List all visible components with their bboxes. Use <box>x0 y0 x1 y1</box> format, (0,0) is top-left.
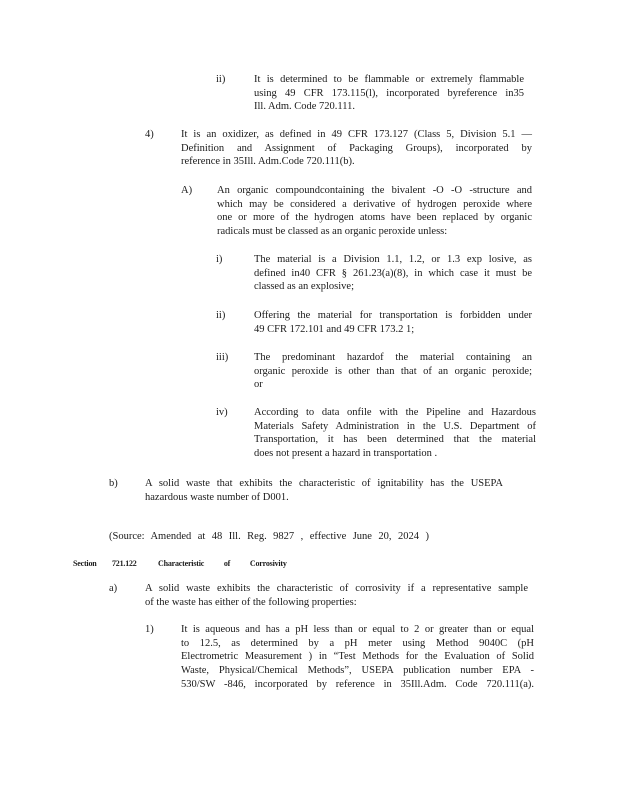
item-text: The material is a Division 1.1, 1.2, or 1.3 exp losive, as defined in40 CFR § 261.23(a)(8), in which case it must be classed as an explosive; <box>254 254 532 293</box>
item-label: ii) <box>216 74 226 85</box>
item-label: ii) <box>216 310 226 321</box>
section-title: Characteristic of Corrosivity <box>158 559 287 568</box>
section-number: 721.122 <box>112 559 137 568</box>
item-label: 1) <box>145 624 154 635</box>
item-label: a) <box>109 583 118 594</box>
item-label: iii) <box>216 352 229 363</box>
item-text: According to data onfile with the Pipeline and Hazardous Materials Safety Administration in the U.S. Department of Transportation, it has been determined that the material does not present a hazard in transportation . <box>254 407 536 460</box>
item-text: An organic compoundcontaining the bivalent -O -O -structure and which may be considered a derivative of hydrogen peroxide where one or more of the hydrogen atoms have been replaced by organic radicals must be classed as an organic peroxide unless: <box>217 185 532 238</box>
item-text: Offering the material for transportation is forbidden under 49 CFR 172.101 and 49 CFR 173.2 1; <box>254 310 532 335</box>
item-label: b) <box>109 478 118 489</box>
item-text: It is aqueous and has a pH less than or equal to 2 or greater than or equal to 12.5, as determined by a pH meter using Method 9040C (pH Electrometric Measurement ) in “Test Methods for the Evaluation of Solid Waste, Physical/Chemical Methods”, USEPA publication number EPA - 530/SW -846, incorporated by reference in 35Ill.Adm. Code 720.111(a). <box>181 624 534 690</box>
item-text: A solid waste that exhibits the characteristic of ignitability has the USEPA hazardous waste number of D001. <box>145 478 503 503</box>
item-text: It is determined to be flammable or extremely flammable using 49 CFR 173.115(l), incorporated byreference in35 Ill. Adm. Code 720.111. <box>254 74 524 113</box>
item-label: 4) <box>145 129 154 140</box>
section-word: Section <box>73 559 97 568</box>
item-text: It is an oxidizer, as defined in 49 CFR 173.127 (Class 5, Division 5.1 — Definition and Assignment of Packaging Groups), incorporated by reference in 35Ill. Adm.Code 720.111(b). <box>181 129 532 168</box>
source-note: (Source: Amended at 48 Ill. Reg. 9827 , effective June 20, 2024 ) <box>109 531 429 542</box>
item-text: The predominant hazardof the material containing an organic peroxide is other than that of an organic peroxide; or <box>254 352 532 391</box>
item-label: i) <box>216 254 223 265</box>
item-label: A) <box>181 185 193 196</box>
item-label: iv) <box>216 407 228 418</box>
item-text: A solid waste exhibits the characteristic of corrosivity if a representative sample of the waste has either of the following properties: <box>145 583 528 608</box>
